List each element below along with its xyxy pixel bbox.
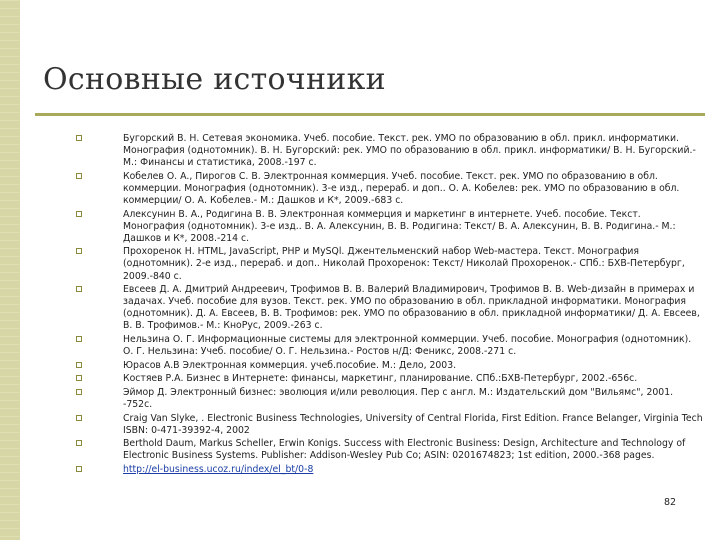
list-item — [76, 171, 704, 207]
list-item — [76, 438, 704, 462]
square-bullet-icon — [76, 415, 82, 421]
square-bullet-icon — [76, 440, 82, 446]
source-text: Костяев Р.А. Бизнес в Интернете: финансы, маркетинг, планирование. СПб.:БХВ-Петербург, 2002.-656с. — [123, 373, 638, 385]
square-bullet-icon — [76, 248, 82, 254]
list-item — [76, 334, 704, 358]
title-underline — [35, 113, 705, 116]
source-text: Юрасов А.В Электронная коммерция. учеб.пособие. М.: Дело, 2003. — [123, 359, 457, 371]
sources-list — [76, 133, 704, 478]
list-item — [76, 209, 704, 245]
source-link[interactable]: http://el-business.ucoz.ru/index/el_bt/0-8 — [123, 463, 314, 475]
square-bullet-icon — [76, 336, 82, 342]
source-text: Кобелев О. А., Пирогов С. В. Электронная коммерция. Учеб. пособие. Текст. рек. УМО по образованию в обл. коммерции. Монография (однотомник). 3-е изд., перераб. и доп.. О. А. Кобелев: рек. УМО по образованию в обл. коммерции/ О. А. Кобелев.- М.: Дашков и К*, 2009.-683 с. — [123, 170, 680, 206]
square-bullet-icon — [76, 362, 82, 368]
source-text: Бугорский В. Н. Сетевая экономика. Учеб. пособие. Текст. рек. УМО по образованию в обл. прикл. информатики. Монография (однотомник). В. Н. Бугорский: рек. УМО по образованию в обл. прикл. информатики/ В. Н. Бугорский.- М.: Финансы и статистика, 2008.-197 с. — [123, 133, 696, 169]
slide-title: Основные источники — [43, 62, 386, 97]
square-bullet-icon — [76, 135, 82, 141]
list-item — [76, 387, 704, 411]
stripe-pattern — [0, 0, 20, 540]
square-bullet-icon — [76, 389, 82, 395]
left-decorative-stripe — [0, 0, 20, 540]
square-bullet-icon — [76, 211, 82, 217]
square-bullet-icon — [76, 375, 82, 381]
source-text: Евсеев Д. А. Дмитрий Андреевич, Трофимов В. В. Валерий Владимирович, Трофимов В. В. Web-дизайн в примерах и задачах. Учеб. пособие для вузов. Текст. рек. УМО по образованию в обл. прикладной информатики. Монография (однотомник). Д. А. Евсеев, В. В. Трофимов: рек. УМО по образованию в обл. прикладной информатики/ Д. А. Евсеев, В. В. Трофимов.- М.: КноРус, 2009.-263 с. — [123, 284, 700, 332]
square-bullet-icon — [76, 466, 82, 472]
source-text: Эймор Д. Электронный бизнес: эволюция и/или революция. Пер с англ. М.: Издательский дом "Вильямс", 2001. -752с. — [123, 386, 674, 410]
source-text: Алексунин В. А., Родигина В. В. Электронная коммерция и маркетинг в интернете. Учеб. пособие. Текст. Монография (однотомник). 3-е изд.. В. А. Алексунин, В. В. Родигина: Текст/ В. А. Алексунин, В. В. Родигина.- М.: Дашков и К*, 2008.-214 с. — [123, 208, 676, 244]
list-item — [76, 284, 704, 332]
list-item — [76, 413, 704, 437]
list-item — [76, 246, 704, 282]
list-item — [76, 464, 704, 476]
square-bullet-icon — [76, 173, 82, 179]
source-text: Нельзина О. Г. Информационные системы для электронной коммерции. Учеб. пособие. Монография (однотомник). О. Г. Нельзина: Учеб. пособие/ О. Г. Нельзина.- Ростов н/Д: Феникс, 2008.-271 с. — [123, 334, 692, 358]
page-number: 82 — [664, 497, 677, 508]
list-item — [76, 133, 704, 169]
source-text: Прохоренок Н. HTML, JavaScript, PHP и MySQl. Джентельменский набор Web-мастера. Текст. Монография (однотомник). 2-е изд., перераб. и доп.. Николай Прохоренок: Текст/ Николай Прохоренок.- СПб.: БХВ-Петербург, 2009.-840 с. — [123, 246, 685, 282]
list-item — [76, 373, 704, 385]
source-text: Craig Van Slyke, . Electronic Business Technologies, University of Central Florida, First Edition. France Belanger, Virginia Tech ISBN: 0-471-39392-4, 2002 — [123, 412, 703, 436]
list-item — [76, 360, 704, 372]
source-text: Berthold Daum, Markus Scheller, Erwin Konigs. Success with Electronic Business: Design, Architecture and Technology of Electronic Business Systems. Publisher: Addison-Wesley Pub Co; ASIN: 0201674823; 1st edition, 2000.-368 pages. — [123, 438, 686, 462]
square-bullet-icon — [76, 286, 82, 292]
